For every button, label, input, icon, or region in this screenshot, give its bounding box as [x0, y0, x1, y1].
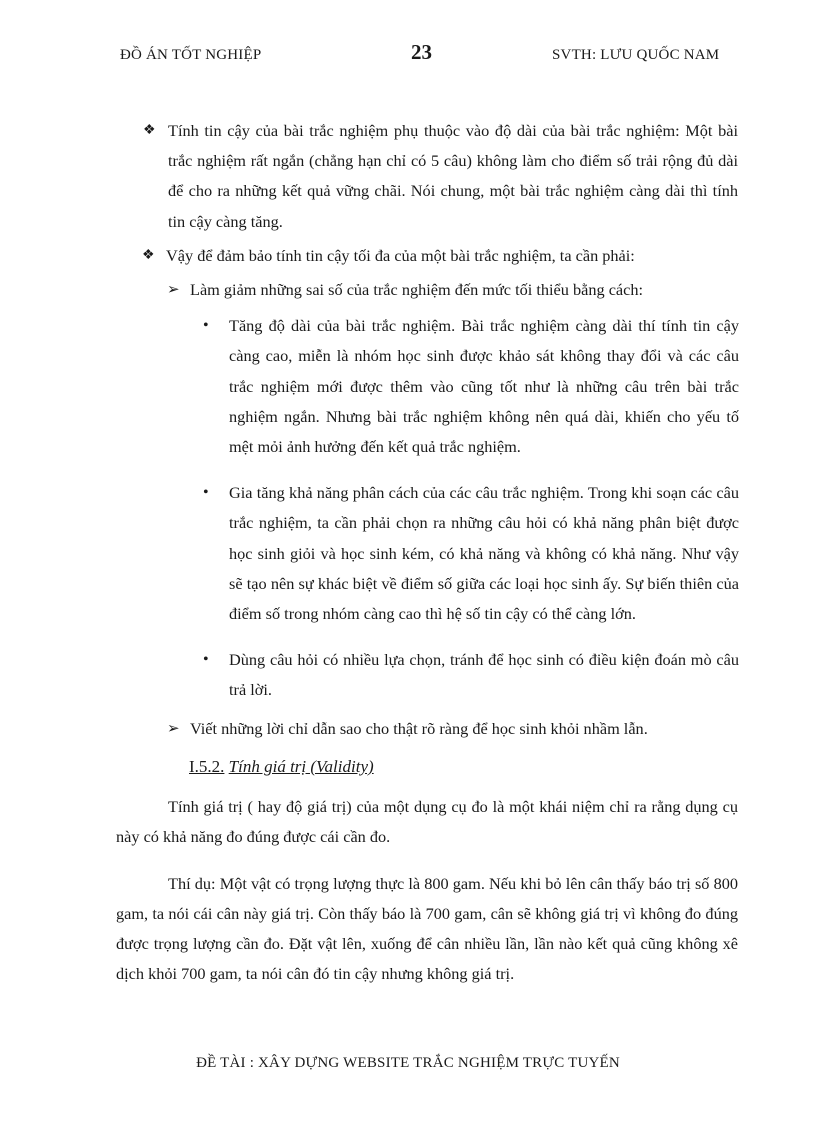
footer-topic: ĐỀ TÀI : XÂY DỰNG WEBSITE TRẮC NGHIỆM TRỰC TUYẾN: [196, 1055, 620, 1071]
arrow-reduce-errors: [167, 275, 738, 305]
diamond-bullet-icon: ❖: [142, 247, 155, 263]
bullet-text: Vậy để đảm bảo tính tin cậy tối đa của một bài trắc nghiệm, ta cần phải:: [166, 245, 635, 265]
page-footer: [0, 1055, 816, 1072]
bullet-text: Tăng độ dài của bài trắc nghiệm. Bài trắc nghiệm càng dài thí tính tin cậy càng cao, miễn là nhóm học sinh được khảo sát không thay đổi và các câu trắc nghiệm mới được thêm vào cũng tốt như là những câu trên bài trắc nghiệm ngắn. Nhưng bài trắc nghiệm không nên quá dài, khiến cho yếu tố mệt mỏi ảnh hưởng đến kết quả trắc nghiệm.: [229, 316, 739, 457]
header-left: ĐỒ ÁN TỐT NGHIỆP: [120, 47, 262, 63]
paragraph-definition: Tính giá trị ( hay độ giá trị) của một dụng cụ đo là một khái niệm chỉ ra rằng dụng cụ này có khả năng đo đúng được cái cần đo.: [116, 796, 738, 847]
section-title: Tính giá trị (Validity): [228, 756, 374, 776]
bullet-text: Làm giảm những sai số của trắc nghiệm đến mức tối thiểu bằng cách:: [190, 280, 644, 300]
page-number: 23: [411, 40, 432, 64]
arrow-bullet-icon: ➢: [167, 282, 180, 299]
dot-bullet-icon: •: [203, 317, 209, 335]
bullet-text: Gia tăng khả năng phân cách của các câu trắc nghiệm. Trong khi soạn các câu trắc nghiệm, ta cần phải chọn ra những câu hỏi có khả năng phân biệt được học sinh giỏi và học sinh kém, có khả năng và không có khả năng. Như vậy sẽ tạo nên sự khác biệt về điểm số giữa các loại học sinh ấy. Sự biến thiên của điểm số trong nhóm càng cao thì hệ số tin cậy có thể càng lớn.: [229, 483, 739, 624]
dot-multiple-choice: [203, 645, 739, 705]
bullet-text: Dùng câu hỏi có nhiều lựa chọn, tránh để học sinh có điều kiện đoán mò câu trả lời.: [229, 650, 739, 700]
dot-bullet-icon: •: [203, 651, 209, 669]
arrow-bullet-icon: ➢: [167, 720, 180, 737]
page-header: [0, 0, 816, 80]
section-heading: [189, 752, 816, 782]
header-right: SVTH: LƯU QUỐC NAM: [552, 47, 720, 63]
dot-discrimination: [203, 478, 739, 629]
bullet-text: Viết những lời chỉ dẫn sao cho thật rõ ràng để học sinh khỏi nhầm lẫn.: [190, 718, 648, 738]
section-number: I.5.2.: [189, 756, 225, 776]
dot-bullet-icon: •: [203, 484, 209, 502]
arrow-clear-instructions: [167, 714, 738, 744]
dot-increase-length: [203, 311, 739, 462]
bullet-text: Tính tin cậy của bài trắc nghiệm phụ thuộc vào độ dài của bài trắc nghiệm: Một bài trắc nghiệm rất ngắn (chẳng hạn chỉ có 5 câu) không làm cho điểm số trải rộng đủ dài để cho ra những kết quả vững chãi. Nói chung, một bài trắc nghiệm càng dài thì tính tin cậy càng tăng.: [168, 121, 738, 231]
paragraph-example: Thí dụ: Một vật có trọng lượng thực là 800 gam. Nếu khi bỏ lên cân thấy báo trị số 800 gam, ta nói cái cân này giá trị. Còn thấy báo là 700 gam, cân sẽ không giá trị vì không đo đúng được trọng lượng cần đo. Đặt vật lên, xuống để cân nhiều lần, lần nào kết quả cũng không xê dịch khỏi 700 gam, ta nói cân đó tin cậy nhưng không giá trị.: [116, 873, 738, 984]
diamond-bullet-icon: ❖: [143, 123, 156, 138]
bullet-reliability-length: [143, 116, 738, 237]
bullet-maximize: [142, 241, 738, 271]
page-content: [0, 116, 816, 1006]
